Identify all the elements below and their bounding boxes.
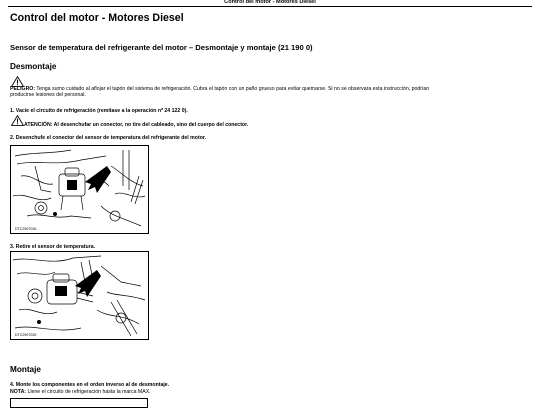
step-2: 2. Desenchufe el conector del sensor de temperatura del refrigerante del motor. (10, 135, 207, 141)
figure-code-1: DTC2907026 (15, 227, 37, 231)
figure-frame-partial (10, 398, 148, 408)
figure-sensor (10, 251, 149, 340)
step-1: 1. Vacíe el circuito de refrigeración (remítase a la operación nº 24 122 0). (10, 108, 188, 114)
running-header-title: Control del motor - Motores Diesel (224, 0, 316, 5)
header-rule (8, 6, 532, 7)
procedure-title: Sensor de temperatura del refrigerante del motor – Desmontaje y montaje (21 190 0) (10, 43, 313, 52)
note-label: NOTA: (10, 389, 27, 395)
step-4: 4. Monte los componentes en el orden inverso al de desmontaje. (10, 382, 170, 388)
danger-label: PELIGRO: (10, 86, 36, 92)
note-text: Llene el circuito de refrigeración hasta la marca MAX. (26, 389, 151, 395)
figure-connector (10, 145, 149, 234)
page-title: Control del motor - Motores Diesel (10, 12, 184, 24)
section-heading-installation: Montaje (10, 365, 41, 374)
caution-text: Al desenchufar un conector, no tire del cableado, sino del cuerpo del conector. (52, 122, 249, 128)
danger-note-line2: producirse lesiones del personal. (10, 92, 86, 98)
install-note (10, 389, 151, 395)
arrow-pointer-icon (11, 252, 148, 339)
caution-label: ATENCIÓN: (24, 122, 53, 128)
section-heading-removal: Desmontaje (10, 62, 57, 71)
danger-text: Tenga sumo cuidado al aflojar el tapón del sistema de refrigeración. Cubra el tapón con un paño grueso para evitar quemarse. Si no se observara esta instrucción, podrían (35, 86, 430, 92)
figure-code-2: DTC2907026 (15, 333, 37, 337)
step-3: 3. Retire el sensor de temperatura. (10, 244, 96, 250)
caution-note (10, 122, 248, 128)
running-header (0, 0, 540, 7)
arrow-pointer-icon (11, 146, 148, 233)
